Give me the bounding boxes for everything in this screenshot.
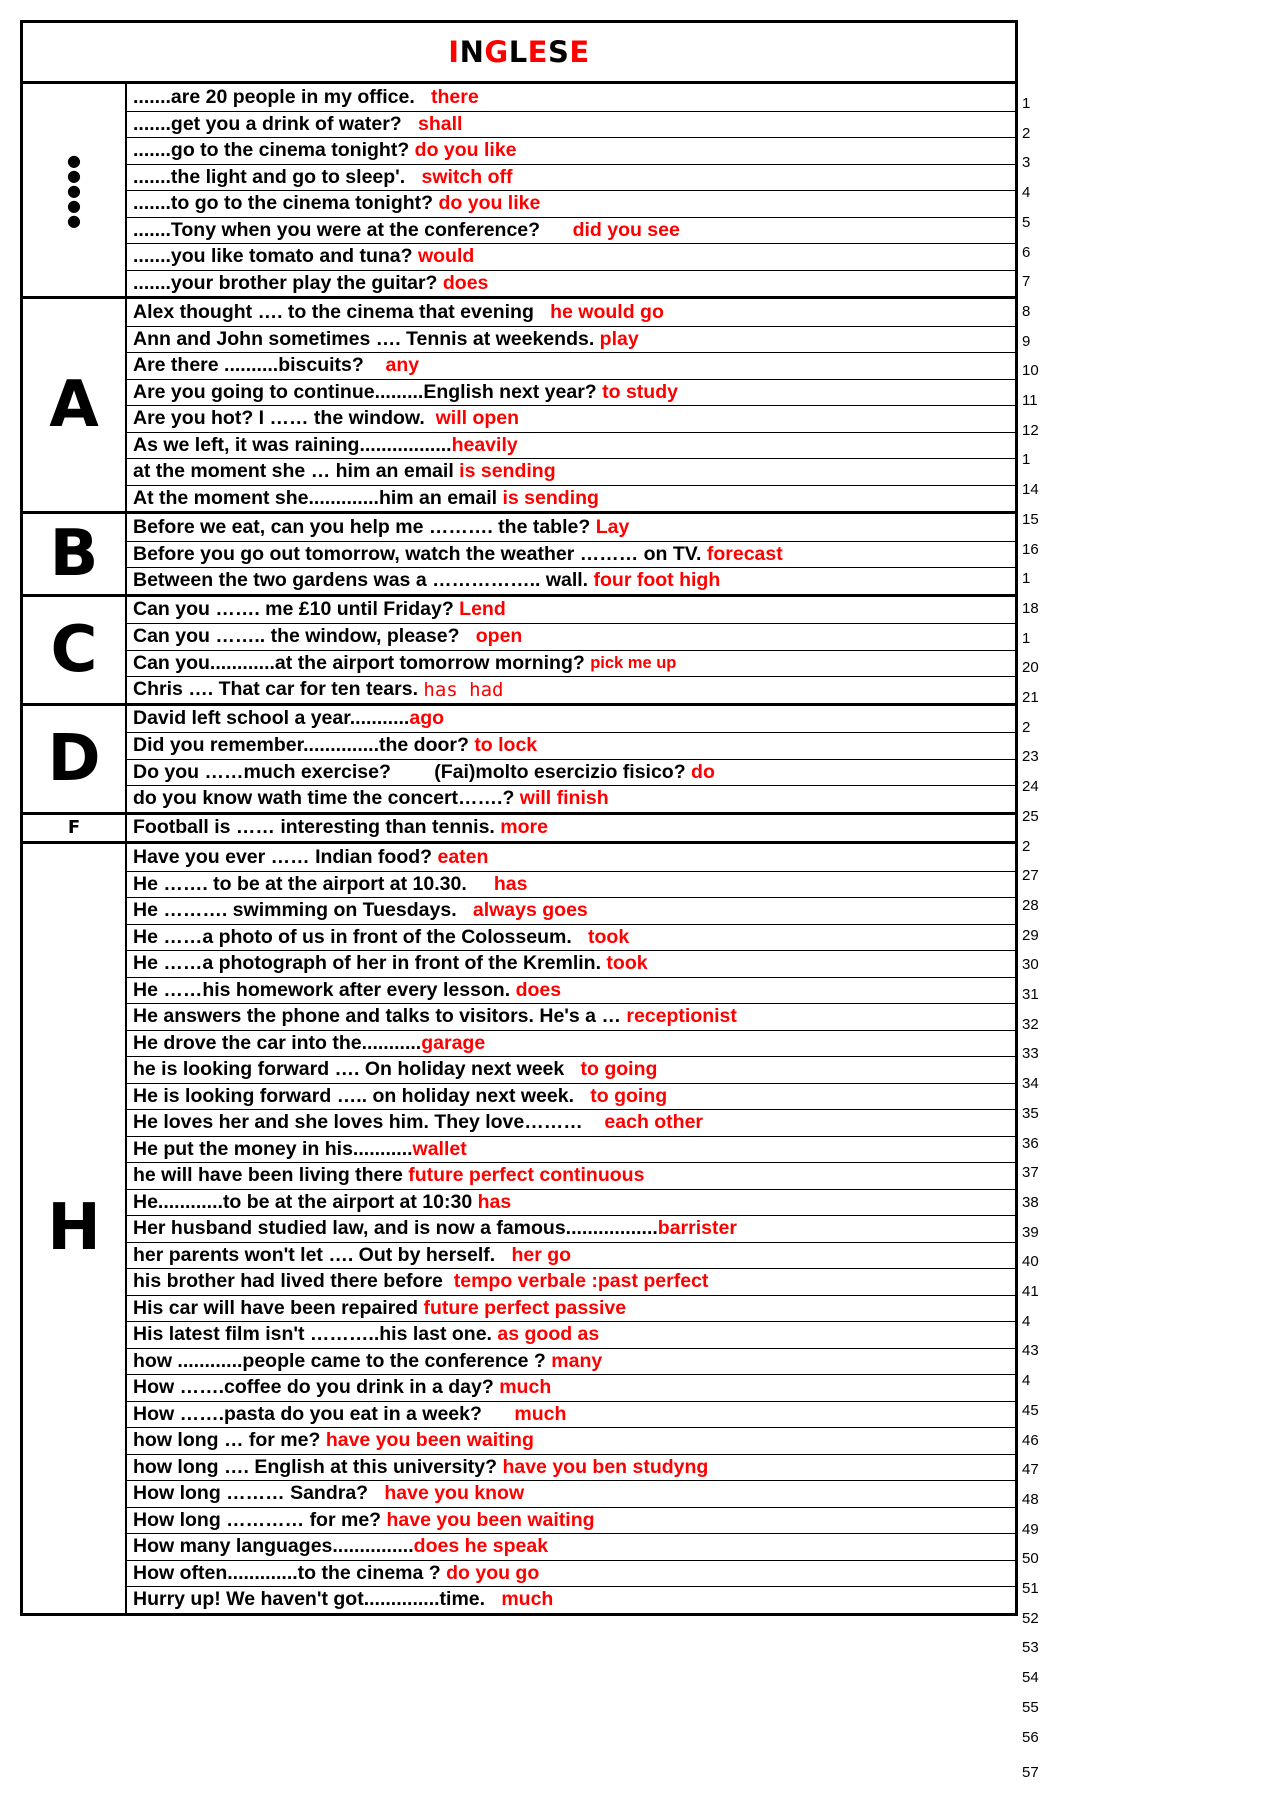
question-text: Have you ever …… Indian food? [133,845,438,868]
worksheet-table [20,20,1018,1616]
question-text: How long ……… Sandra? [133,1482,385,1505]
line-number: 35 [1022,1104,1039,1122]
table-row [127,650,1015,677]
line-number: 11 [1022,392,1038,409]
table-row [127,1030,1015,1057]
answer-text: switch off [421,165,513,188]
title-letter: G [484,35,509,69]
answer-text: forecast [706,542,783,565]
table-row [127,458,1015,485]
answer-text: he would go [550,300,664,323]
question-text: Chris …. That car for ten tears. [133,678,424,701]
line-number: 2 [1022,124,1031,142]
letter-group [23,706,1015,815]
table-row [127,84,1015,111]
table-row [127,299,1015,326]
table-row [127,164,1015,191]
table-row [127,1454,1015,1481]
line-number: 39 [1022,1223,1039,1241]
group-rows [127,597,1015,703]
line-number: 49 [1022,1520,1039,1538]
question-text: He ……a photo of us in front of the Colosseum. [133,925,588,948]
table-row [127,1242,1015,1269]
line-number: 41 [1022,1283,1039,1300]
title-letter: E [569,35,590,69]
question-text: He is looking forward ….. on holiday next week. [133,1084,591,1107]
question-text: Are you hot? I …… the window. [133,407,436,430]
question-text: He drove the car into the........... [133,1031,422,1054]
question-text: At the moment she.............him an email [133,486,503,509]
question-text: how long …. English at this university? [133,1455,503,1478]
line-number: 25 [1022,807,1039,825]
letter-group [23,597,1015,706]
question-text: his brother had lived there before [133,1270,454,1293]
line-number: 50 [1022,1550,1039,1568]
answer-text: there [431,85,479,108]
question-text: He loves her and she loves him. They love……… [133,1111,605,1134]
question-text: Before we eat, can you help me ………. the table? [133,515,596,538]
table-row [127,1321,1015,1348]
line-number: 47 [1022,1461,1039,1479]
answer-text: will finish [519,787,609,810]
answer-text: has [477,1190,512,1213]
table-row [127,1427,1015,1454]
answer-text: has [493,872,528,895]
question-text: .......get you a drink of water? [133,112,418,135]
table-row [127,950,1015,977]
table-row [127,405,1015,432]
table-row [127,897,1015,924]
group-letter: F [23,815,127,842]
answer-text: much [514,1402,567,1425]
answer-text: do you like [438,192,541,215]
question-text: He ……. to be at the airport at 10.30. [133,872,494,895]
table-row [127,432,1015,459]
question-text: .......Tony when you were at the conference? [133,218,573,241]
answer-text: has had [423,678,504,701]
answer-text: Lay [595,515,630,538]
line-number: 24 [1022,778,1039,796]
answer-text: to lock [474,734,538,757]
line-number: 51 [1022,1580,1039,1597]
table-row [127,1083,1015,1110]
answer-text: each other [604,1111,704,1134]
table-row [127,732,1015,759]
question-text: Between the two gardens was a …………….. wall. [133,569,594,592]
table-row [127,1348,1015,1375]
group-letter: C [23,597,127,703]
line-number: 16 [1022,540,1039,558]
group-letter: B [23,514,127,594]
group-rows [127,706,1015,812]
line-number: 1 [1022,451,1031,469]
table-row [127,977,1015,1004]
answer-text: ago [409,707,445,730]
line-number: 55 [1022,1698,1039,1716]
question-text: .......are 20 people in my office. [133,85,432,108]
answer-text: will open [435,407,520,430]
table-row [127,1189,1015,1216]
table-row [127,1560,1015,1587]
question-text: He put the money in his........... [133,1137,413,1160]
answer-text: have you been waiting [325,1429,534,1452]
table-row [127,352,1015,379]
answer-text: always goes [472,899,588,922]
question-text: Are you going to continue.........English next year? [133,380,603,403]
line-number: 48 [1022,1490,1039,1508]
question-text: .......you like tomato and tuna? [133,245,418,268]
table-row [127,597,1015,624]
question-text: at the moment she … him an email [133,460,460,483]
group-letter: A [23,299,127,511]
question-text: Her husband studied law, and is now a famous................. [133,1217,658,1240]
question-text: He ………. swimming on Tuesdays. [133,899,473,922]
answer-text: shall [417,112,463,135]
table-row [127,1215,1015,1242]
group-letter: H [23,844,127,1613]
line-number: 38 [1022,1193,1039,1211]
question-text: How long ………… for me? [133,1508,387,1531]
answer-text: have you know [384,1482,525,1505]
answer-text: future perfect passive [423,1296,627,1319]
table-row [127,326,1015,353]
answer-text: wallet [412,1137,467,1160]
answer-text: does [515,978,562,1001]
answer-text: do you go [446,1561,540,1584]
line-number: 46 [1022,1431,1039,1449]
line-number: 29 [1022,926,1039,944]
question-text: He ……a photograph of her in front of the Kremlin. [133,952,607,975]
question-text: .......the light and go to sleep'. [133,165,422,188]
question-text: Can you …….. the window, please? [133,625,476,648]
question-text: As we left, it was raining................. [133,433,452,456]
table-row [127,514,1015,541]
question-text: how ............people came to the conference ? [133,1349,552,1372]
answer-text: to study [602,380,678,403]
line-number: 18 [1022,599,1039,617]
answer-text: heavily [451,433,518,456]
table-row [127,1507,1015,1534]
group-rows [127,299,1015,511]
table-row [127,567,1015,594]
line-number: 6 [1022,243,1031,261]
line-number: 4 [1022,184,1031,202]
group-rows [127,84,1015,296]
line-number: 56 [1022,1728,1039,1746]
question-text: Can you............at the airport tomorrow morning? [133,651,591,674]
question-text: Before you go out tomorrow, watch the weather ……… on TV. [133,542,707,565]
line-number: 14 [1022,481,1039,499]
answer-text: barrister [657,1217,737,1240]
answer-text: receptionist [626,1005,737,1028]
answer-text: garage [421,1031,486,1054]
question-text: he is looking forward …. On holiday next week [133,1058,581,1081]
table-row [127,871,1015,898]
answer-text: took [588,925,630,948]
table-row [127,1003,1015,1030]
answer-text: many [551,1349,603,1372]
page-title [23,23,1015,84]
table-row [127,815,1015,842]
title-letter: N [459,35,485,69]
table-row [127,243,1015,270]
title-letter: E [527,35,548,69]
question-text: do you know wath time the concert…….? [133,787,520,810]
question-text: His car will have been repaired [133,1296,424,1319]
line-number: 8 [1022,302,1031,320]
line-number: 12 [1022,421,1039,439]
question-text: Hurry up! We haven't got..............time. [133,1588,502,1611]
answer-text: play [599,327,639,350]
line-number: 2 [1022,837,1031,855]
answer-text: much [501,1588,554,1611]
line-number-column [1020,0,1060,1810]
table-row [127,924,1015,951]
question-text: Can you ……. me £10 until Friday? [133,598,460,621]
question-text: Do you ……much exercise? (Fai)molto esercizio fisico? [133,760,692,783]
line-number: 23 [1022,748,1039,766]
question-text: Ann and John sometimes …. Tennis at weekends. [133,327,600,350]
line-number: 34 [1022,1075,1039,1093]
answer-text: to going [590,1084,668,1107]
answer-text: eaten [437,845,489,868]
answer-text: tempo verbale :past perfect [453,1270,709,1293]
letter-group [23,844,1015,1613]
line-number: 33 [1022,1045,1039,1063]
answer-text: did you see [572,218,680,241]
table-row [127,785,1015,812]
table-row [127,1586,1015,1613]
table-row [127,111,1015,138]
question-text: How often.............to the cinema ? [133,1561,447,1584]
line-number: 2 [1022,718,1031,736]
answer-text: does he speak [413,1535,549,1558]
line-number: 5 [1022,213,1031,231]
line-number: 57 [1022,1764,1039,1782]
question-text: How …….coffee do you drink in a day? [133,1376,500,1399]
question-text: How many languages............... [133,1535,414,1558]
answer-text: Lend [459,598,506,621]
answer-text: open [475,625,523,648]
line-number: 30 [1022,956,1039,974]
answer-text: do you like [414,139,517,162]
question-text: .......to go to the cinema tonight? [133,192,439,215]
group-rows [127,514,1015,594]
line-number: 32 [1022,1015,1039,1033]
question-text: David left school a year........... [133,707,410,730]
line-number: 4 [1022,1312,1031,1330]
question-text: He............to be at the airport at 10:30 [133,1190,478,1213]
table-row [127,379,1015,406]
line-number: 53 [1022,1639,1039,1657]
line-number: 31 [1022,986,1039,1003]
group-rows [127,815,1015,842]
table-row [127,706,1015,733]
letter-group [23,514,1015,597]
table-row [127,137,1015,164]
question-text: .......your brother play the guitar? [133,271,443,294]
question-text: He ……his homework after every lesson. [133,978,516,1001]
table-row [127,1295,1015,1322]
line-number: 37 [1022,1164,1039,1182]
line-number: 1 [1022,629,1031,647]
table-row [127,541,1015,568]
line-number: 54 [1022,1669,1039,1687]
table-row [127,844,1015,871]
table-row [127,1109,1015,1136]
question-text: her parents won't let …. Out by herself. [133,1243,512,1266]
question-text: How …….pasta do you eat in a week? [133,1402,515,1425]
answer-text: took [606,952,648,975]
question-text: Alex thought …. to the cinema that evening [133,300,551,323]
answer-text: as good as [497,1323,600,1346]
table-row [127,1480,1015,1507]
table-row [127,1401,1015,1428]
title-letter: L [508,35,528,69]
line-number: 3 [1022,154,1031,172]
question-text: Did you remember..............the door? [133,734,475,757]
answer-text: much [499,1376,552,1399]
answer-text: to going [580,1058,658,1081]
line-number: 21 [1022,689,1039,706]
line-number: 43 [1022,1342,1039,1360]
question-text: He answers the phone and talks to visitors. He's a … [133,1005,627,1028]
answer-text: have you ben studyng [502,1455,709,1478]
answer-text: do [691,760,715,783]
answer-text: would [417,245,475,268]
letter-group [23,299,1015,514]
group-letter: D [23,706,127,812]
line-number: 20 [1022,659,1039,677]
table-row [127,1533,1015,1560]
title-letter: I [448,35,460,69]
table-row [127,270,1015,297]
table-row [127,676,1015,703]
letter-group [23,815,1015,845]
table-row [127,217,1015,244]
line-number: 36 [1022,1134,1039,1152]
ellipsis-dots-icon: ● ● ● ● ● [23,84,127,296]
table-row [127,623,1015,650]
table-row [127,1056,1015,1083]
table-row [127,1268,1015,1295]
question-text: His latest film isn't ………..his last one. [133,1323,498,1346]
line-number: 7 [1022,273,1031,291]
line-number: 10 [1022,362,1039,380]
table-row [127,1136,1015,1163]
answer-text: is sending [502,486,599,509]
question-text: Football is …… interesting than tennis. [133,816,501,839]
answer-text: have you been waiting [386,1508,595,1531]
line-number: 40 [1022,1253,1039,1271]
table-row [127,190,1015,217]
table-row [127,1162,1015,1189]
answer-text: more [500,816,548,839]
line-number: 9 [1022,332,1031,350]
line-number: 15 [1022,510,1039,528]
table-row [127,1374,1015,1401]
answer-text: any [385,354,420,377]
answer-text: is sending [459,460,556,483]
line-number: 1 [1022,95,1031,112]
table-row [127,485,1015,512]
answer-text: future perfect continuous [408,1164,645,1187]
question-text: .......go to the cinema tonight? [133,139,415,162]
letter-group [23,84,1015,299]
line-number: 52 [1022,1609,1039,1627]
answer-text: pick me up [590,653,677,672]
question-text: Are there ..........biscuits? [133,354,386,377]
answer-text: does [442,271,489,294]
line-number: 28 [1022,896,1039,914]
line-number: 45 [1022,1401,1039,1419]
title-letter: S [547,35,570,69]
question-text: how long … for me? [133,1429,326,1452]
answer-text: her go [511,1243,572,1266]
answer-text: four foot high [593,569,721,592]
table-row [127,759,1015,786]
question-text: he will have been living there [133,1164,409,1187]
group-rows [127,844,1015,1613]
line-number: 4 [1022,1372,1031,1390]
line-number: 1 [1022,570,1031,588]
line-number: 27 [1022,867,1039,885]
